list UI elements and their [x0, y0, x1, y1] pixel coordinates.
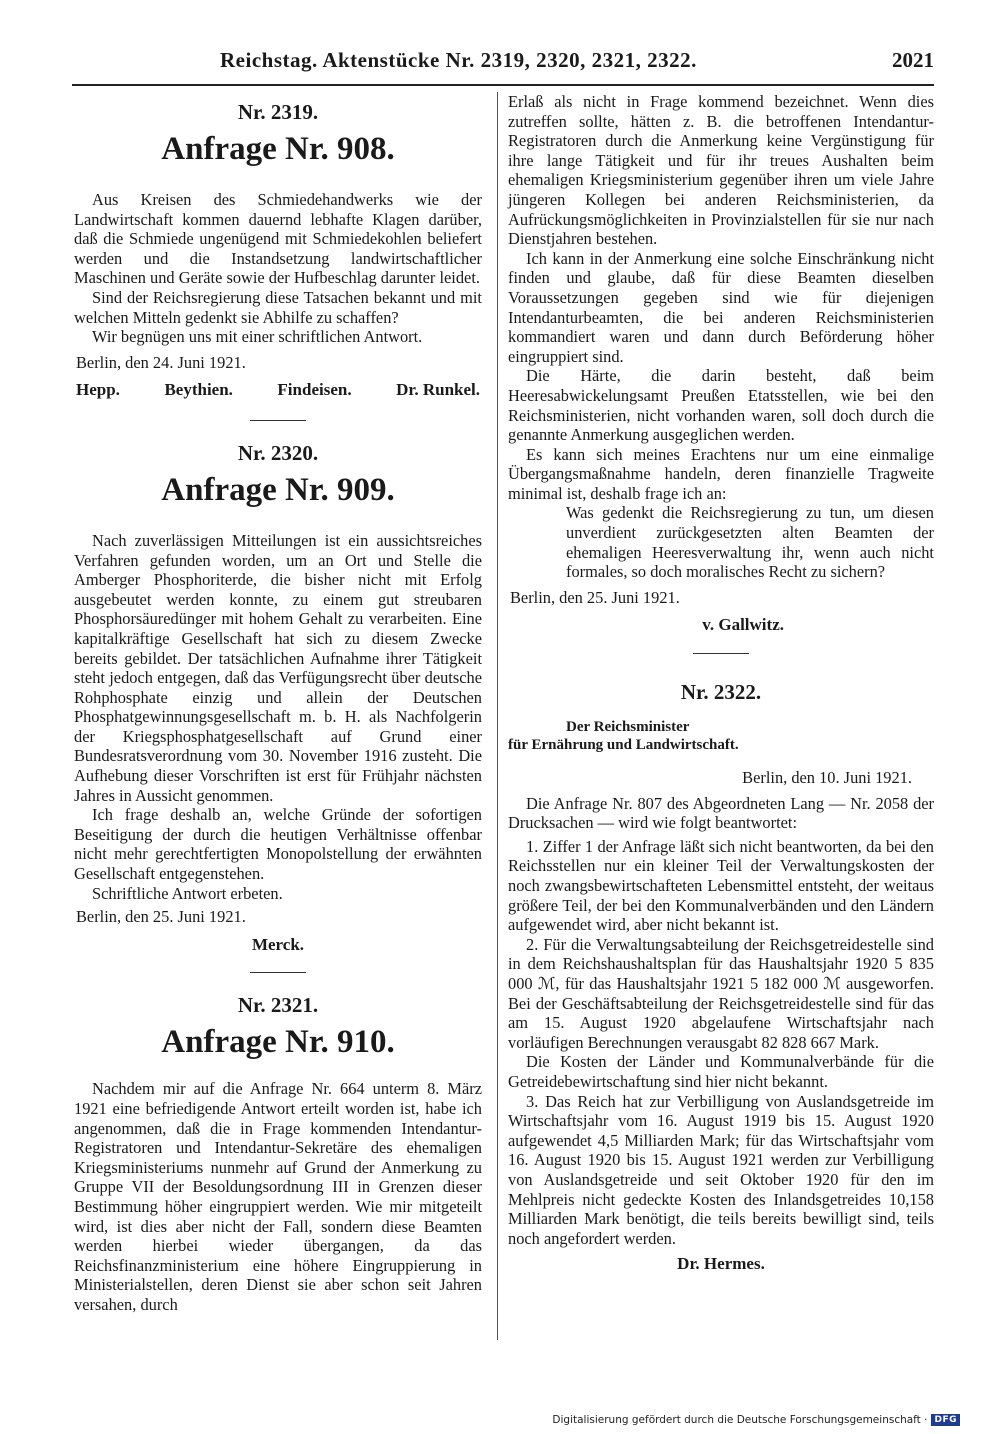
- sender-line: für Ernährung und Landwirtschaft.: [508, 737, 739, 754]
- running-title: Reichstag. Aktenstücke Nr. 2319, 2320, 2321, 2322.: [220, 48, 697, 72]
- anfrage-title-910: Anfrage Nr. 910.: [161, 1024, 395, 1061]
- doc-number-2321: Nr. 2321.: [237, 993, 319, 1018]
- paragraph: 1. Ziffer 1 der Anfrage läßt sich nicht beantworten, da bei den Reichsstellen nur ein kleiner Teil der Verwaltungskosten der noch zwangsbewirtschafteten Lebensmittel entsteht, der weitaus größere Teil, der bei den Kommunalverbänden und den Ländern aufgewendet wird, aber nicht bekannt ist.: [508, 836, 934, 935]
- signature: Beythien.: [164, 380, 233, 400]
- signatures: [74, 380, 482, 400]
- paragraph: Erlaß als nicht in Frage kommend bezeichnet. Wenn dies zutreffen sollte, hätten z. B. die betroffenen Intendantur-Registratoren durch die Anmerkung keine Vergünstigung für ihre lange Tätigkeit und für ihr treues Aushalten beim ehemaligen Kriegsministerium gegenüber ihren um viele Jahre jüngeren Kollegen bei anderen Reichsministerien, da Aufrückungsmöglichkeiten in Provinzialstellen für sie nur nach Dienstjahren bestehen.: [508, 92, 934, 249]
- signature: Dr. Hermes.: [677, 1254, 765, 1274]
- sender-line: Der Reichsminister: [566, 719, 690, 736]
- date-line: Berlin, den 25. Juni 1921.: [76, 907, 246, 927]
- paragraph: Ich kann in der Anmerkung eine solche Einschränkung nicht finden und glaube, daß für diese Beamten dieselben Voraussetzungen gegeben sind wie für diejenigen Intendanturbeamten, die bei anderen Reichsministerien kommandiert waren und dann durch Beförderung höher eingruppiert sind.: [508, 248, 934, 366]
- paragraph: Die Kosten der Länder und Kommunalverbände für die Getreidebewirtschaftung sind hier nicht bekannt.: [508, 1052, 934, 1091]
- paragraph: Aus Kreisen des Schmiedehandwerks wie der Landwirtschaft kommen dauernd lebhafte Klagen darüber, daß die Schmiede ungenügend mit Schmiedekohlen beliefert werden und die Instandsetzung landwirtschaftlicher Maschinen und Geräte sowie der Hufbeschlag darunter leidet.: [74, 190, 482, 288]
- signature: Dr. Runkel.: [396, 380, 480, 400]
- right-column: [508, 92, 934, 1274]
- footer-text: Digitalisierung gefördert durch die Deutsche Forschungsgemeinschaft ·: [552, 1414, 928, 1426]
- paragraph: Nach zuverlässigen Mitteilungen ist ein aussichtsreiches Verfahren gefunden worden, um an Ort und Stelle die Amberger Phosphoriterde, die bisher nicht mit Erfolg ausgebeutet werden konnte, zu einem gut streubaren Phosphorsäuredünger mit hohem Gehalt zu verarbeiten. Eine kapitalkräftige Gesellschaft hat sich zu diesem Zwecke bereits gebildet. Der tatsächlichen Aufnahme ihrer Tätigkeit steht jedoch entgegen, daß das Verfügungsrecht über deutsche Rohphosphate einzig und allein der Deutschen Phosphatgewinnungsgesellschaft m. b. H. als Nachfolgerin der Kriegsphosphatgesellschaft auf Grund einer Bundesratsverordnung vom 30. November 1916 zusteht. Die Aufhebung dieser Vorschriften ist erst für Frühjahr nächsten Jahres in Aussicht genommen.: [74, 530, 482, 805]
- page-header: [72, 48, 934, 86]
- paragraph: Die Anfrage Nr. 807 des Abgeordneten Lang — Nr. 2058 der Drucksachen — wird wie folgt beantwortet:: [508, 793, 934, 833]
- paragraph: 2. Für die Verwaltungsabteilung der Reichsgetreidestelle sind in dem Reichshaushaltsplan für das Haushaltsjahr 1920 5 835 000 ℳ, für das Haushaltsjahr 1921 5 182 000 ℳ ausgeworfen. Bei der Geschäftsabteilung der Reichsgetreidestelle sind für das am 15. August 1920 abgelaufene Wirtschaftsjahr nach vorläufigen Berechnungen verausgabt 82 828 667 Mark.: [508, 934, 934, 1052]
- paragraph: Die Härte, die darin besteht, daß beim Heeresabwickelungsamt Preußen Etatsstellen, wie bei den Reichsministerien, nicht vorhanden waren, soll doch durch die genannte Anmerkung ausgeglichen werden.: [508, 366, 934, 445]
- anfrage-title-909: Anfrage Nr. 909.: [161, 471, 395, 508]
- paragraph: 3. Das Reich hat zur Verbilligung von Auslandsgetreide im Wirtschaftsjahr vom 16. August 1919 bis 15. August 1920 aufgewendet 4,5 Milliarden Mark; für das Wirtschaftsjahr vom 16. August 1920 bis 15. August 1921 werden zur Verbilligung von Auslandsgetreide und seit Oktober 1920 für den im Mehlpreis nicht gedeckte Kosten des Inlandsgetreides 10,158 Milliarden Mark benötigt, die teils bereits bewilligt sind, teils noch angefordert werden.: [508, 1091, 934, 1248]
- page-number: 2021: [892, 48, 934, 72]
- date-line: Berlin, den 10. Juni 1921.: [742, 768, 912, 788]
- signature: Findeisen.: [277, 380, 352, 400]
- signature: Hepp.: [76, 380, 120, 400]
- paragraph: Ich frage deshalb an, welche Gründe der sofortigen Beseitigung der durch die heutigen Verhältnisse offenbar nicht mehr gerechtfertigten Monopolstellung der erwähnten Gesellschaft entgegenstehen.: [74, 805, 482, 884]
- doc-number-2320: Nr. 2320.: [237, 440, 319, 465]
- footer: [552, 1414, 960, 1426]
- paragraph: Sind der Reichsregierung diese Tatsachen bekannt und mit welchen Mitteln gedenkt sie Abhilfe zu schaffen?: [74, 287, 482, 327]
- date-line: Berlin, den 24. Juni 1921.: [76, 352, 246, 372]
- doc-number-2319: Nr. 2319.: [237, 100, 319, 124]
- date-line: Berlin, den 25. Juni 1921.: [510, 587, 680, 607]
- paragraph: Nachdem mir auf die Anfrage Nr. 664 unterm 8. März 1921 eine befriedigende Antwort erteilt worden ist, habe ich angenommen, daß die in Frage kommenden Intendantur-Registratoren und Intendantur-Sekretäre des ehemaligen Kriegsministeriums nunmehr auf Grund der Anmerkung zu Gruppe VII der Besoldungsordnung III in Grenzen dieser Bestimmung höher eingruppiert werden. Wie mir mitgeteilt wird, ist dies aber nicht der Fall, sondern diese Beamten werden hierbei wieder übergangen, da das Reichsfinanzministerium eine höhere Eingruppierung in Ministerialstellen, deren Dienst sie aber schon seit Jahren versahen, durch: [74, 1079, 482, 1314]
- paragraph: Schriftliche Antwort erbeten.: [92, 883, 283, 903]
- question-quote: Was gedenkt die Reichsregierung zu tun, um diesen unverdient zurückgesetzten alten Beamten der ehemaligen Heeresverwaltung ihr, wenn auch nicht formales, so doch moralisches Recht zu sichern?: [566, 503, 934, 582]
- left-column: [74, 92, 482, 1315]
- paragraph: Wir begnügen uns mit einer schriftlichen Antwort.: [92, 327, 423, 347]
- signature: v. Gallwitz.: [702, 615, 784, 635]
- dfg-logo: DFG: [931, 1414, 960, 1426]
- signature: Merck.: [251, 934, 305, 954]
- column-divider: [497, 92, 498, 1340]
- paragraph: Es kann sich meines Erachtens nur um eine einmalige Übergangsmaßnahme handeln, deren finanzielle Tragweite minimal ist, deshalb frage ich an:: [508, 444, 934, 503]
- doc-number-2322: Nr. 2322.: [680, 680, 762, 705]
- anfrage-title-908: Anfrage Nr. 908.: [161, 131, 395, 167]
